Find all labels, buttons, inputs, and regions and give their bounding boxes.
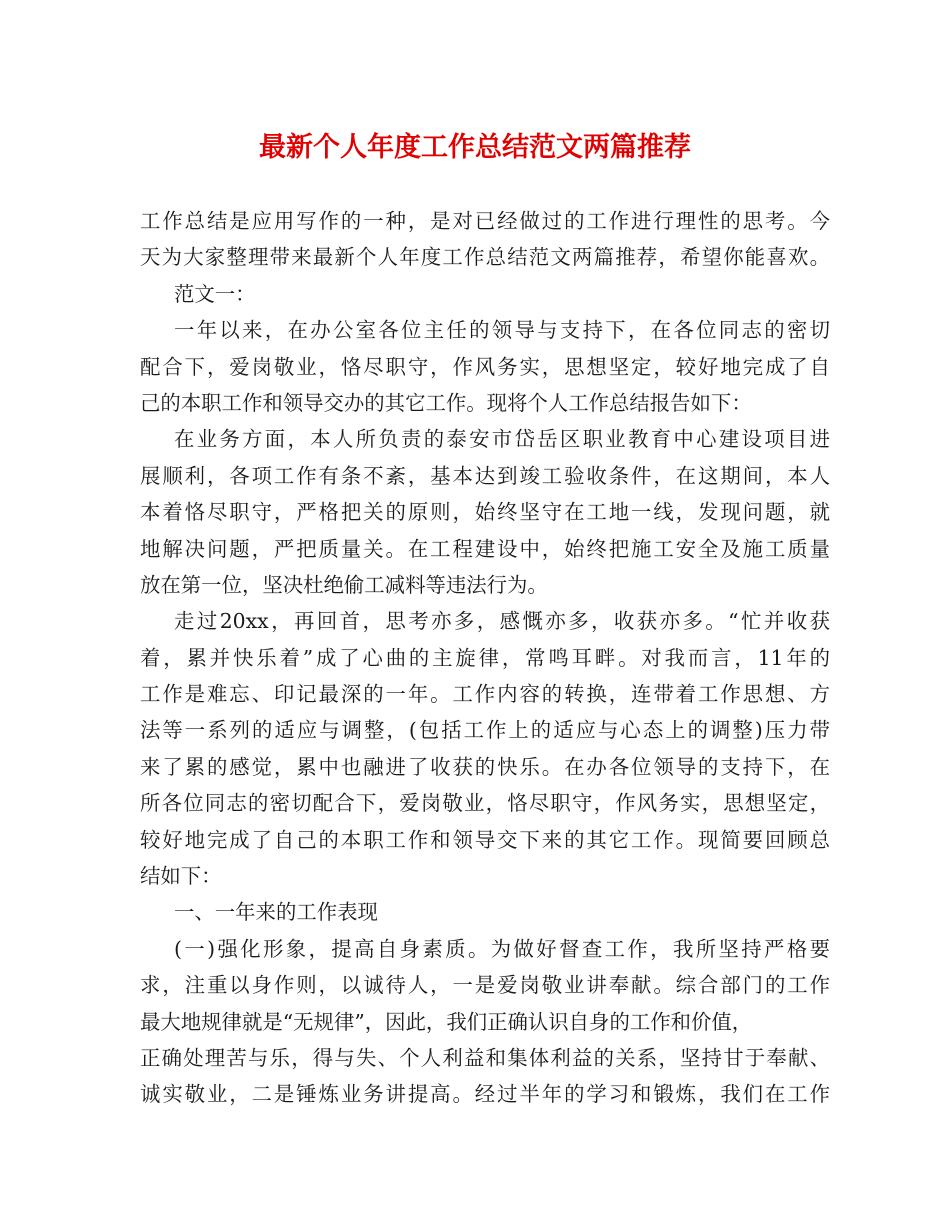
document-title: 最新个人年度工作总结范文两篇推荐 bbox=[259, 132, 691, 163]
body-line: 一、一年来的工作表现 bbox=[174, 900, 378, 925]
body-line: (一)强化形象，提高自身素质。为做好督查工作，我所坚持严格要 bbox=[174, 936, 830, 961]
body-line: 走过20xx，再回首，思考亦多，感慨亦多，收获亦多。“忙并收获 bbox=[174, 609, 830, 634]
body-line: 己的本职工作和领导交办的其它工作。现将个人工作总结报告如下： bbox=[140, 390, 752, 415]
body-line: 配合下，爱岗敬业，恪尽职守，作风务实，思想坚定，较好地完成了自 bbox=[140, 354, 830, 379]
body-line: 着，累并快乐着”成了心曲的主旋律，常鸣耳畔。对我而言，11年的 bbox=[140, 645, 830, 670]
body-line: 天为大家整理带来最新个人年度工作总结范文两篇推荐，希望你能喜欢。 bbox=[140, 245, 830, 270]
body-line: 工作是难忘、印记最深的一年。工作内容的转换，连带着工作思想、方 bbox=[140, 682, 830, 707]
body-line: 工作总结是应用写作的一种，是对已经做过的工作进行理性的思考。今 bbox=[140, 209, 830, 233]
body-line: 正确处理苦与乐，得与失、个人利益和集体利益的关系，坚持甘于奉献、 bbox=[140, 1045, 830, 1070]
body-line: 诚实敬业，二是锤炼业务讲提高。经过半年的学习和锻炼，我们在工作 bbox=[140, 1082, 830, 1107]
body-line: 放在第一位，坚决杜绝偷工减料等违法行为。 bbox=[140, 572, 548, 597]
body-line: 较好地完成了自己的本职工作和领导交下来的其它工作。现简要回顾总 bbox=[140, 827, 830, 852]
document-body bbox=[140, 203, 830, 1113]
body-line: 在业务方面，本人所负责的泰安市岱岳区职业教育中心建设项目进 bbox=[174, 427, 830, 452]
body-line: 地解决问题，严把质量关。在工程建设中，始终把施工安全及施工质量 bbox=[140, 536, 830, 561]
body-line: 所各位同志的密切配合下，爱岗敬业，恪尽职守，作风务实，思想坚定， bbox=[140, 791, 830, 816]
body-line: 展顺利，各项工作有条不紊，基本达到竣工验收条件，在这期间，本人 bbox=[140, 463, 830, 488]
body-line: 最大地规律就是“无规律”，因此，我们正确认识自身的工作和价值， bbox=[140, 1009, 753, 1034]
body-line: 范文一： bbox=[174, 281, 256, 306]
body-line: 一年以来，在办公室各位主任的领导与支持下，在各位同志的密切 bbox=[174, 318, 830, 343]
body-line: 来了累的感觉，累中也融进了收获的快乐。在办各位领导的支持下，在 bbox=[140, 754, 830, 779]
body-line: 结如下： bbox=[140, 864, 222, 889]
body-line: 法等一系列的适应与调整，(包括工作上的适应与心态上的调整)压力带 bbox=[140, 718, 830, 743]
body-line: 本着恪尽职守，严格把关的原则，始终坚守在工地一线，发现问题，就 bbox=[140, 500, 830, 525]
body-line: 求，注重以身作则，以诚待人，一是爱岗敬业讲奉献。综合部门的工作 bbox=[140, 973, 830, 998]
